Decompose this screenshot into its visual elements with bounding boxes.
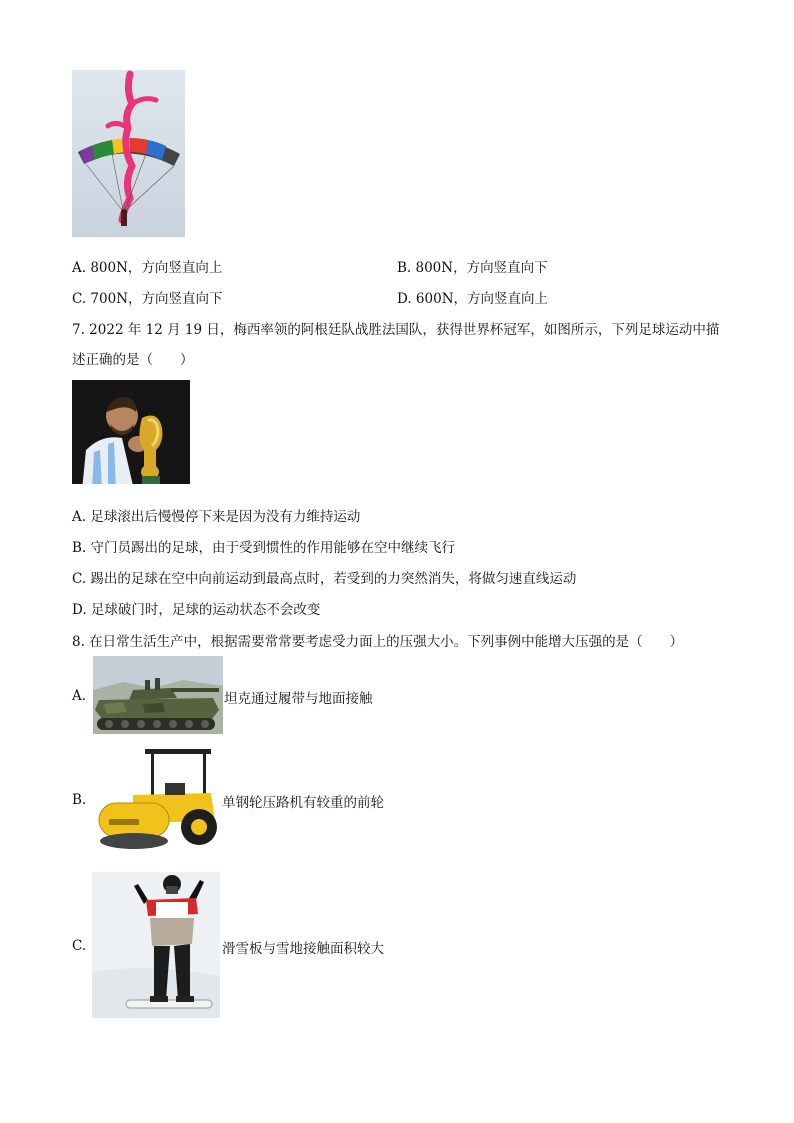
q8-option-b-letter: B. [72, 792, 87, 808]
q7-option-c: C. 踢出的足球在空中向前运动到最高点时，若受到的力突然消失，将做匀速直线运动 [72, 571, 577, 587]
q8-option-a-text: 坦克通过履带与地面接触 [224, 691, 373, 707]
q8-stem: 8. 在日常生活生产中，根据需要常常要考虑受力面上的压强大小。下列事例中能增大压强的是（ ） [72, 634, 684, 650]
q6-option-b: B. 800N，方向竖直向下 [397, 260, 548, 276]
tank-image [93, 656, 223, 734]
q6-option-c: C. 700N，方向竖直向下 [72, 291, 223, 307]
q7-option-b: B. 守门员踢出的足球，由于受到惯性的作用能够在空中继续飞行 [72, 540, 456, 556]
messi-trophy-image [72, 380, 190, 490]
q7-option-d: D. 足球破门时，足球的运动状态不会改变 [72, 602, 321, 618]
q8-option-c-letter: C. [72, 938, 87, 954]
q8-option-a-letter: A. [72, 688, 87, 704]
q7-stem-line1: 7. 2022 年 12 月 19 日，梅西率领的阿根廷队战胜法国队，获得世界杯冠军，如图所示，下列足球运动中描 [72, 322, 720, 338]
q8-option-b-text: 单钢轮压路机有较重的前轮 [222, 795, 384, 811]
parachute-image [72, 70, 185, 237]
q6-option-d: D. 600N，方向竖直向上 [397, 291, 549, 307]
q7-stem-line2: 述正确的是（ ） [72, 352, 194, 368]
snowboarder-image [92, 872, 220, 1018]
q7-option-a: A. 足球滚出后慢慢停下来是因为没有力维持运动 [72, 509, 361, 525]
q6-option-a: A. 800N，方向竖直向上 [72, 260, 223, 276]
q8-option-c-text: 滑雪板与雪地接触面积较大 [222, 941, 384, 957]
road-roller-image [93, 745, 221, 853]
